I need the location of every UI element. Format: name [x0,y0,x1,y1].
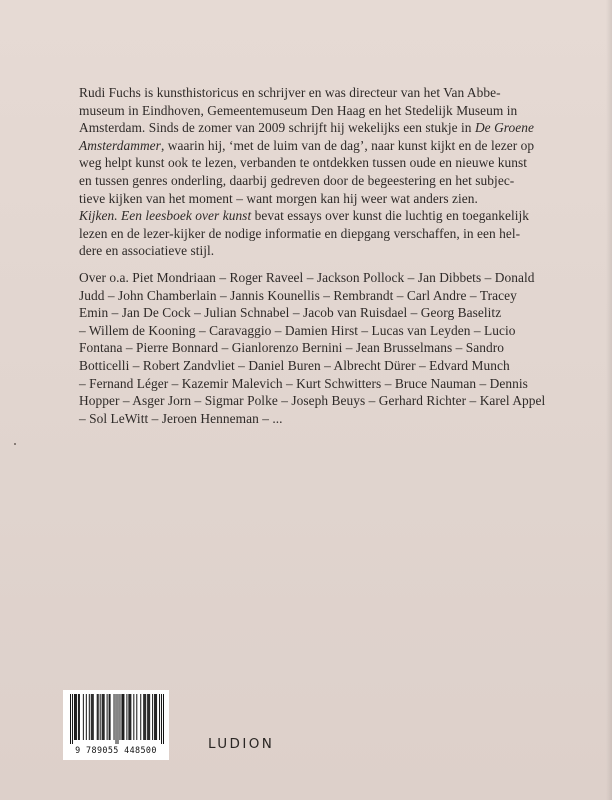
text-run: tieve kijken van het moment – want morgen kan hij weer wat anders zien. [79,190,478,206]
barcode-bar [86,694,87,740]
text-line [79,190,539,208]
barcode-bar [97,694,98,740]
text-line: Emin – Jan De Cock – Julian Schnabel – Jacob van Ruisdael – Georg Baselitz [79,305,502,321]
text-line [79,154,539,172]
barcode-bar [109,694,110,740]
barcode-bar [116,694,117,744]
text-line [79,102,539,120]
description-paragraph [79,84,539,260]
artists-paragraph [79,269,546,427]
barcode-bar [98,694,99,740]
italic-title: Amsterdammer [79,137,161,153]
text-run: Amsterdam. Sinds de zomer van 2009 schrijft hij wekelijks een stukje in [79,120,475,136]
barcode-bar [107,694,108,740]
barcode-bar [161,694,162,744]
barcode-bar [130,694,131,740]
text-line: Hopper – Asger Jorn – Sigmar Polke – Joseph Beuys – Gerhard Richter – Karel Appel [79,393,546,409]
text-line [79,242,539,260]
cover-edge-shadow [606,0,612,800]
text-run: bevat essays over kunst die luchtig en toegankelijk [251,208,529,224]
barcode-bar [102,694,103,740]
text-run: en tussen genres onderling, daarbij gedreven door de begeestering en het subjec- [79,172,515,188]
text-run: Rudi Fuchs is kunsthistoricus en schrijver en was directeur van het Van Abbe- [79,85,501,100]
barcode-bar [93,694,94,740]
barcode-bar [114,694,115,740]
barcode-bar [78,694,79,740]
text-line [79,137,539,155]
barcode-bar [145,694,146,740]
italic-title: De Groene [474,120,535,136]
barcode-bar [163,694,164,744]
text-run: , waarin hij, ‘met de luim van de dag’, naar kunst kijkt en de lezer op [160,137,535,153]
barcode-bar [154,694,155,740]
barcode-bar [126,694,127,740]
isbn-number: 9 789055 448500 [75,745,157,755]
barcode-bar [117,694,118,744]
text-line [79,172,539,190]
text-line: – Sol LeWitt – Jeroen Henneman – ... [79,410,283,426]
italic-title: Kijken. Een leesboek over kunst [79,208,252,224]
barcode-bar [159,694,160,740]
barcode-bar [91,694,92,740]
text-line [79,119,539,137]
text-line: Botticelli – Robert Zandvliet – Daniel Buren – Albrecht Dürer – Edvard Munch [79,357,510,373]
barcode-bar [121,694,122,740]
text-line: Judd – John Chamberlain – Jannis Kounellis – Rembrandt – Carl Andre – Tracey [79,287,517,303]
text-line [79,207,539,225]
barcode-bar [155,694,156,740]
text-line: Over o.a. Piet Mondriaan – Roger Raveel – Jackson Pollock – Jan Dibbets – Donald [79,270,535,285]
text-run: dere en associatieve stijl. [79,243,215,259]
barcode-bar [147,694,148,740]
barcode-bar [133,694,134,740]
barcode-bar [156,694,157,740]
barcode-bar [79,694,80,740]
barcode-bar [74,694,75,740]
barcode-bar [143,694,144,740]
text-line: – Willem de Kooning – Caravaggio – Damien Hirst – Lucas van Leyden – Lucio [79,322,516,338]
barcode-bar [128,694,129,740]
barcode-bar [92,694,93,740]
text-line [79,84,539,102]
barcode-bar [129,694,130,740]
barcode-bar [122,694,123,740]
barcode-bar [148,694,149,740]
barcode-bar [75,694,76,740]
barcode-bar [76,694,77,740]
barcode [63,690,169,760]
text-line: – Fernand Léger – Kazemir Malevich – Kurt Schwitters – Bruce Nauman – Dennis [79,375,528,391]
barcode-bar [140,694,141,740]
text-line [79,225,539,243]
barcode-bar [100,694,101,740]
barcode-bar [152,694,153,740]
barcode-bar [89,694,90,740]
barcode-bar [103,694,104,740]
text-run: weg helpt kunst ook te lezen, verbanden te ontdekken tussen oude en nieuwe kunst [79,155,528,171]
text-run: museum in Eindhoven, Gemeentemuseum Den Haag en het Stedelijk Museum in [79,102,518,118]
barcode-bar [72,694,73,744]
barcode-bar [119,694,120,740]
barcode-bar [123,694,124,740]
barcode-bar [144,694,145,740]
barcode-icon [70,694,164,744]
text-line: Fontana – Pierre Bonnard – Gianlorenzo Bernini – Jean Brusselmans – Sandro [79,340,505,356]
barcode-bar [83,694,84,740]
print-speck [14,443,16,445]
barcode-bar [70,694,71,744]
barcode-bar [110,694,111,740]
publisher-logo: LUDION [208,736,275,752]
barcode-bar [149,694,150,740]
barcode-bar [136,694,137,740]
barcode-bar [104,694,105,740]
text-run: lezen en de lezer-kijker de nodige informatie en diepgang verschaffen, in een hel- [79,225,521,241]
